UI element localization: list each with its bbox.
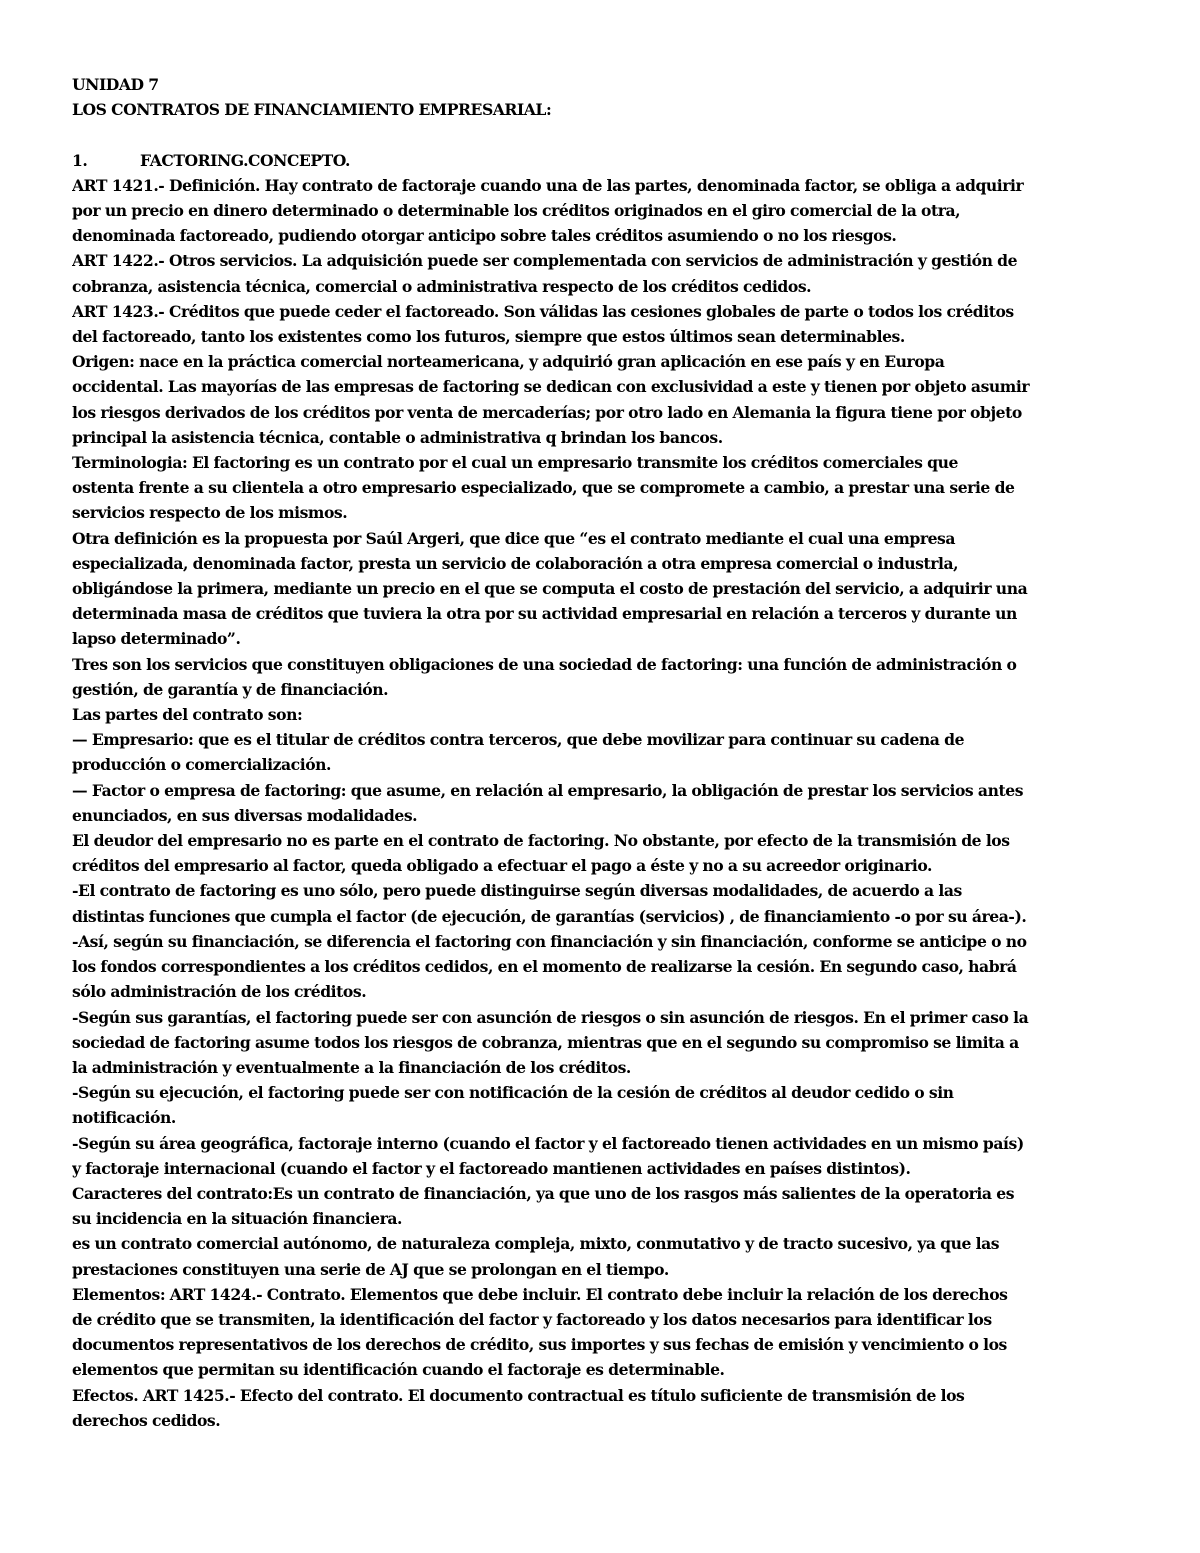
text-line: ART 1423.- Créditos que puede ceder el factoreado. Son válidas las cesiones globales de parte o todos los créditos xyxy=(72,301,1014,321)
text-line: especializada, denominada factor, presta un servicio de colaboración a otra empresa comercial o industrla, xyxy=(72,553,959,573)
text-line: distintas funciones que cumpla el factor (de ejecución, de garantías (servicios) , de financiamiento -o por su área-). xyxy=(72,906,1027,926)
text-line: ART 1422.- Otros servicios. La adquisición puede ser complementada con servicios de administración y gestión de xyxy=(72,251,1018,271)
text-line: Terminologia: El factoring es un contrato por el cual un empresario transmite los créditos comerciales que xyxy=(72,453,958,473)
text-line: Elementos: ART 1424.- Contrato. Elementos que debe incluir. El contrato debe incluir la relación de los derechos xyxy=(72,1284,1008,1304)
text-line: -Según su ejecución, el factoring puede ser con notificación de la cesión de créditos al deudor cedido o sin xyxy=(72,1083,954,1103)
text-line: Otra definición es la propuesta por Saúl Argeri, que dice que “es el contrato mediante el cual una empresa xyxy=(72,528,956,548)
text-line: derechos cedidos. xyxy=(72,1410,221,1430)
text-line: producción o comercialización. xyxy=(72,755,332,775)
text-line: los fondos correspondientes a los créditos cedidos, en el momento de realizarse la cesión. En segundo caso, habrá xyxy=(72,957,1017,977)
text-line: enunciados, en sus diversas modalidades. xyxy=(72,805,418,825)
text-line: elementos que permitan su identificación cuando el factoraje es determinable. xyxy=(72,1360,725,1380)
text-line: denominada factoreado, pudiendo otorgar anticipo sobre tales créditos asumiendo o no los riesgos. xyxy=(72,226,897,246)
text-line: Efectos. ART 1425.- Efecto del contrato. El documento contractual es título suficiente de transmisión de los xyxy=(72,1385,965,1405)
text-line: -Así, según su financiación, se diferencia el factoring con financiación y sin financiación, conforme se anticipe o no xyxy=(72,931,1027,951)
text-line: servicios respecto de los mismos. xyxy=(72,503,348,523)
section-number: 1. xyxy=(72,150,88,170)
text-line: de crédito que se transmiten, la identificación del factor y factoreado y los datos necesarios para identificar los xyxy=(72,1309,992,1329)
text-line: Tres son los servicios que constituyen obligaciones de una sociedad de factoring: una función de administración o xyxy=(72,654,1017,674)
text-line: créditos del empresario al factor, queda obligado a efectuar el pago a éste y no a su acreedor originario. xyxy=(72,856,932,876)
text-line: obligándose la primera, mediante un precio en el que se computa el costo de prestación del servicio, a adquirir una xyxy=(72,579,1028,599)
text-line: -Según su área geográfica, factoraje interno (cuando el factor y el factoreado tienen actividades en un mismo país) xyxy=(72,1133,1024,1153)
text-line: y factoraje internacional (cuando el factor y el factoreado mantienen actividades en países distintos). xyxy=(72,1158,911,1178)
text-line: ART 1421.- Definición. Hay contrato de factoraje cuando una de las partes, denominada factor, se obliga a adquirir xyxy=(72,175,1024,195)
text-line: determinada masa de créditos que tuviera la otra por su actividad empresarial en relación a terceros y durante un xyxy=(72,604,1017,624)
text-line: ostenta frente a su clientela a otro empresario especializado, que se compromete a cambio, a prestar una serie de xyxy=(72,478,1015,498)
document-title: LOS CONTRATOS DE FINANCIAMIENTO EMPRESARIAL: xyxy=(72,100,552,120)
section-title: FACTORING.CONCEPTO. xyxy=(140,150,350,170)
text-line: — Empresario: que es el titular de créditos contra terceros, que debe movilizar para continuar su cadena de xyxy=(72,730,965,750)
text-line: prestaciones constituyen una serie de AJ que se prolongan en el tiempo. xyxy=(72,1259,669,1279)
text-line: — Factor o empresa de factoring: que asume, en relación al empresario, la obligación de prestar los servicios antes xyxy=(72,780,1024,800)
text-line: occidental. Las mayorías de las empresas de factoring se dedican con exclusividad a este y tienen por objeto asumir xyxy=(72,377,1030,397)
text-line: lapso determinado”. xyxy=(72,629,241,649)
text-line: por un precio en dinero determinado o determinable los créditos originados en el giro comercial de la otra, xyxy=(72,201,961,220)
text-line: cobranza, asistencia técnica, comercial o administrativa respecto de los créditos cedidos. xyxy=(72,276,812,296)
text-line: -El contrato de factoring es uno sólo, pero puede distinguirse según diversas modalidades, de acuerdo a las xyxy=(72,881,962,901)
text-line: sociedad de factoring asume todos los riesgos de cobranza, mientras que en el segundo su compromiso se limita a xyxy=(72,1032,1019,1052)
text-line: la administración y eventualmente a la financiación de los créditos. xyxy=(72,1057,631,1077)
text-line: Origen: nace en la práctica comercial norteamericana, y adquirió gran aplicación en ese país y en Europa xyxy=(72,352,945,372)
text-line: gestión, de garantía y de financiación. xyxy=(72,679,389,699)
spacer xyxy=(72,122,1130,147)
text-line: sólo administración de los créditos. xyxy=(72,982,367,1002)
text-line: es un contrato comercial autónomo, de naturaleza compleja, mixto, conmutativo y de tracto sucesivo, ya que las xyxy=(72,1234,1000,1254)
section-heading xyxy=(72,148,1130,173)
text-line: su incidencia en la situación financiera. xyxy=(72,1209,402,1229)
document-body xyxy=(72,173,1130,1433)
text-line: Las partes del contrato son: xyxy=(72,705,303,725)
text-line: principal la asistencia técnica, contable o administrativa q brindan los bancos. xyxy=(72,427,723,447)
text-line: Caracteres del contrato:Es un contrato de financiación, ya que uno de los rasgos más salientes de la operatoria es xyxy=(72,1183,1015,1203)
text-line: los riesgos derivados de los créditos por venta de mercaderías; por otro lado en Alemania la figura tiene por objeto xyxy=(72,402,1022,422)
text-line: El deudor del empresario no es parte en el contrato de factoring. No obstante, por efecto de la transmisión de los xyxy=(72,831,1010,851)
unit-heading: UNIDAD 7 xyxy=(72,75,159,94)
text-line: del factoreado, tanto los existentes como los futuros, siempre que estos últimos sean determinables. xyxy=(72,327,905,347)
text-line: -Según sus garantías, el factoring puede ser con asunción de riesgos o sin asunción de riesgos. En el primer caso la xyxy=(72,1007,1029,1027)
text-line: notificación. xyxy=(72,1108,176,1128)
text-line: documentos representativos de los derechos de crédito, sus importes y sus fechas de emisión y vencimiento o los xyxy=(72,1335,1007,1355)
